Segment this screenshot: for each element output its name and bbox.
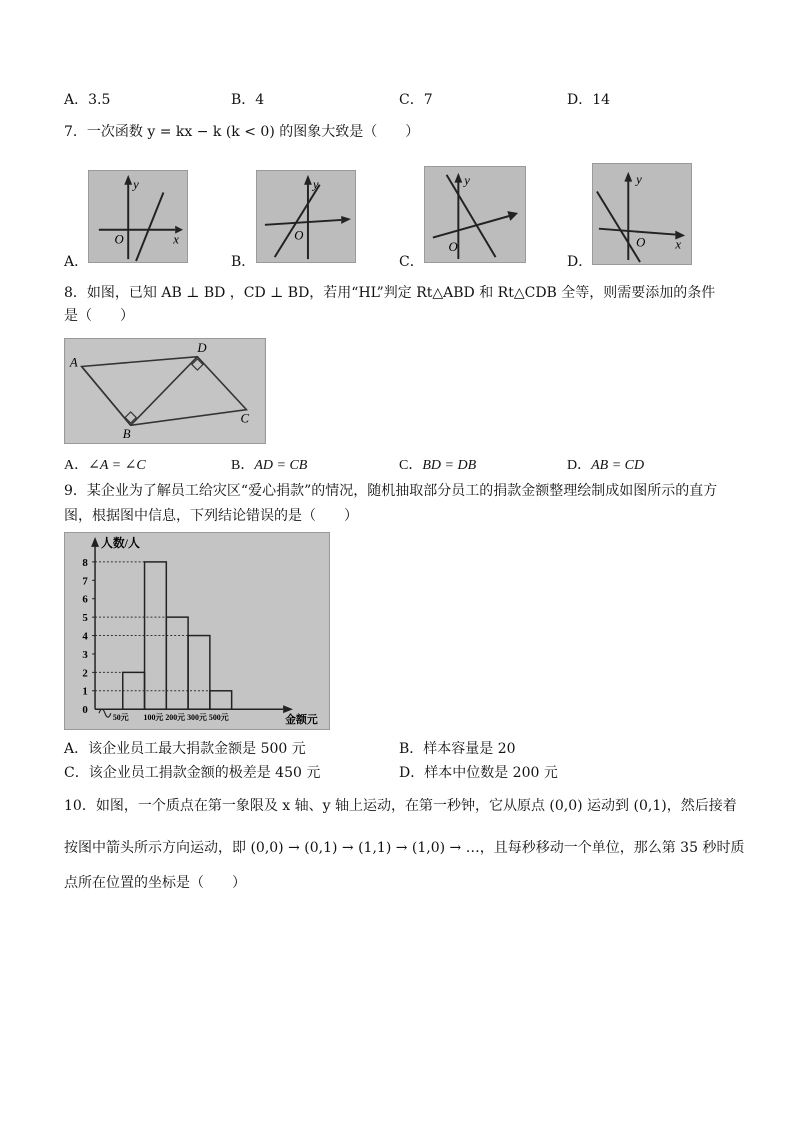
axis-x-label: x — [173, 232, 179, 247]
q8-option-d: D．AB = CD — [567, 458, 645, 473]
q7-option-a: A． — [64, 254, 89, 270]
y-tick-label: 6 — [82, 593, 88, 606]
point-d-label: D — [197, 340, 207, 355]
axis-x-label: x — [675, 237, 681, 252]
q8-option-c: C．BD = DB — [399, 458, 477, 473]
x-axis-label: 金额元 — [285, 714, 318, 727]
q9-stem-line2: 图，根据图中信息，下列结论错误的是（ ） — [64, 508, 358, 524]
axis-y-label: y — [312, 177, 319, 192]
origin-label: O — [636, 235, 646, 250]
axis-y-label: y — [636, 172, 642, 187]
y-tick-label: 8 — [82, 556, 88, 569]
q7-graph-b — [256, 170, 356, 263]
axis-y-label: y — [133, 177, 139, 192]
point-c-label: C — [240, 411, 250, 426]
q9-histogram — [64, 532, 330, 730]
q8-option-a: A．∠A = ∠C — [64, 458, 146, 473]
y-tick-label: 4 — [82, 630, 88, 643]
x-tick-label: 200元 — [165, 713, 186, 723]
y-tick-label: 2 — [82, 667, 88, 680]
q6-option-b: B．4 — [231, 92, 265, 108]
q10-line1: 10．如图，一个质点在第一象限及 x 轴、y 轴上运动，在第一秒钟，它从原点 (0,0) 运动到 (0,1)，然后接着 — [64, 798, 737, 814]
q6-option-a: A．3.5 — [64, 92, 111, 108]
q7-option-c: C． — [399, 254, 424, 270]
q8-stem-line1: 8．如图，已知 AB ⊥ BD ，CD ⊥ BD，若用“HL”判定 Rt△ABD 和 Rt△CDB 全等，则需要添加的条件 — [64, 285, 716, 301]
y-axis-label: 人数/人 — [100, 535, 140, 550]
q9-option-a: A．该企业员工最大捐款金额是 500 元 — [64, 741, 306, 757]
q10-line3: 点所在位置的坐标是（ ） — [64, 875, 246, 891]
q7-graph-d — [592, 163, 692, 265]
y-tick-label: 0 — [82, 704, 88, 717]
y-tick-label: 5 — [82, 612, 88, 625]
point-b-label: B — [122, 427, 131, 442]
origin-label: O — [448, 240, 458, 255]
y-tick-label: 7 — [82, 575, 88, 588]
y-tick-label: 3 — [82, 648, 88, 661]
q8-stem-line2: 是（ ） — [64, 308, 134, 324]
x-tick-label: 50元 — [112, 713, 129, 723]
q6-option-d: D．14 — [567, 92, 611, 108]
point-a-label: A — [69, 355, 78, 370]
q9-option-b: B．样本容量是 20 — [399, 741, 516, 757]
y-tick-label: 1 — [82, 685, 88, 698]
q7-graph-a — [88, 170, 188, 263]
x-tick-label: 500元 — [208, 713, 229, 723]
q7-graph-c — [424, 166, 526, 263]
q7-option-b: B． — [231, 254, 256, 270]
q9-option-c: C．该企业员工捐款金额的极差是 450 元 — [64, 765, 321, 781]
q6-option-c: C．7 — [399, 92, 433, 108]
q8-option-b: B．AD = CB — [231, 458, 308, 473]
x-tick-label: 300元 — [187, 713, 207, 723]
axis-y-label: y — [464, 173, 470, 188]
q7-option-d: D． — [567, 254, 593, 270]
origin-label: O — [294, 228, 304, 243]
q10-line2: 按图中箭头所示方向运动，即 (0,0) → (0,1) → (1,1) → (1,0) → …，且每秒移动一个单位，那么第 35 秒时质 — [64, 840, 745, 856]
origin-label: O — [114, 232, 124, 247]
q9-option-d: D．样本中位数是 200 元 — [399, 765, 558, 781]
x-tick-label: 100元 — [143, 713, 164, 723]
q7-stem: 7．一次函数 y = kx − k (k < 0) 的图象大致是（ ） — [64, 124, 420, 140]
q9-stem-line1: 9．某企业为了解员工给灾区“爱心捐款”的情况，随机抽取部分员工的捐款金额整理绘制成如图所示的直方 — [64, 483, 718, 499]
q8-figure — [64, 338, 266, 444]
